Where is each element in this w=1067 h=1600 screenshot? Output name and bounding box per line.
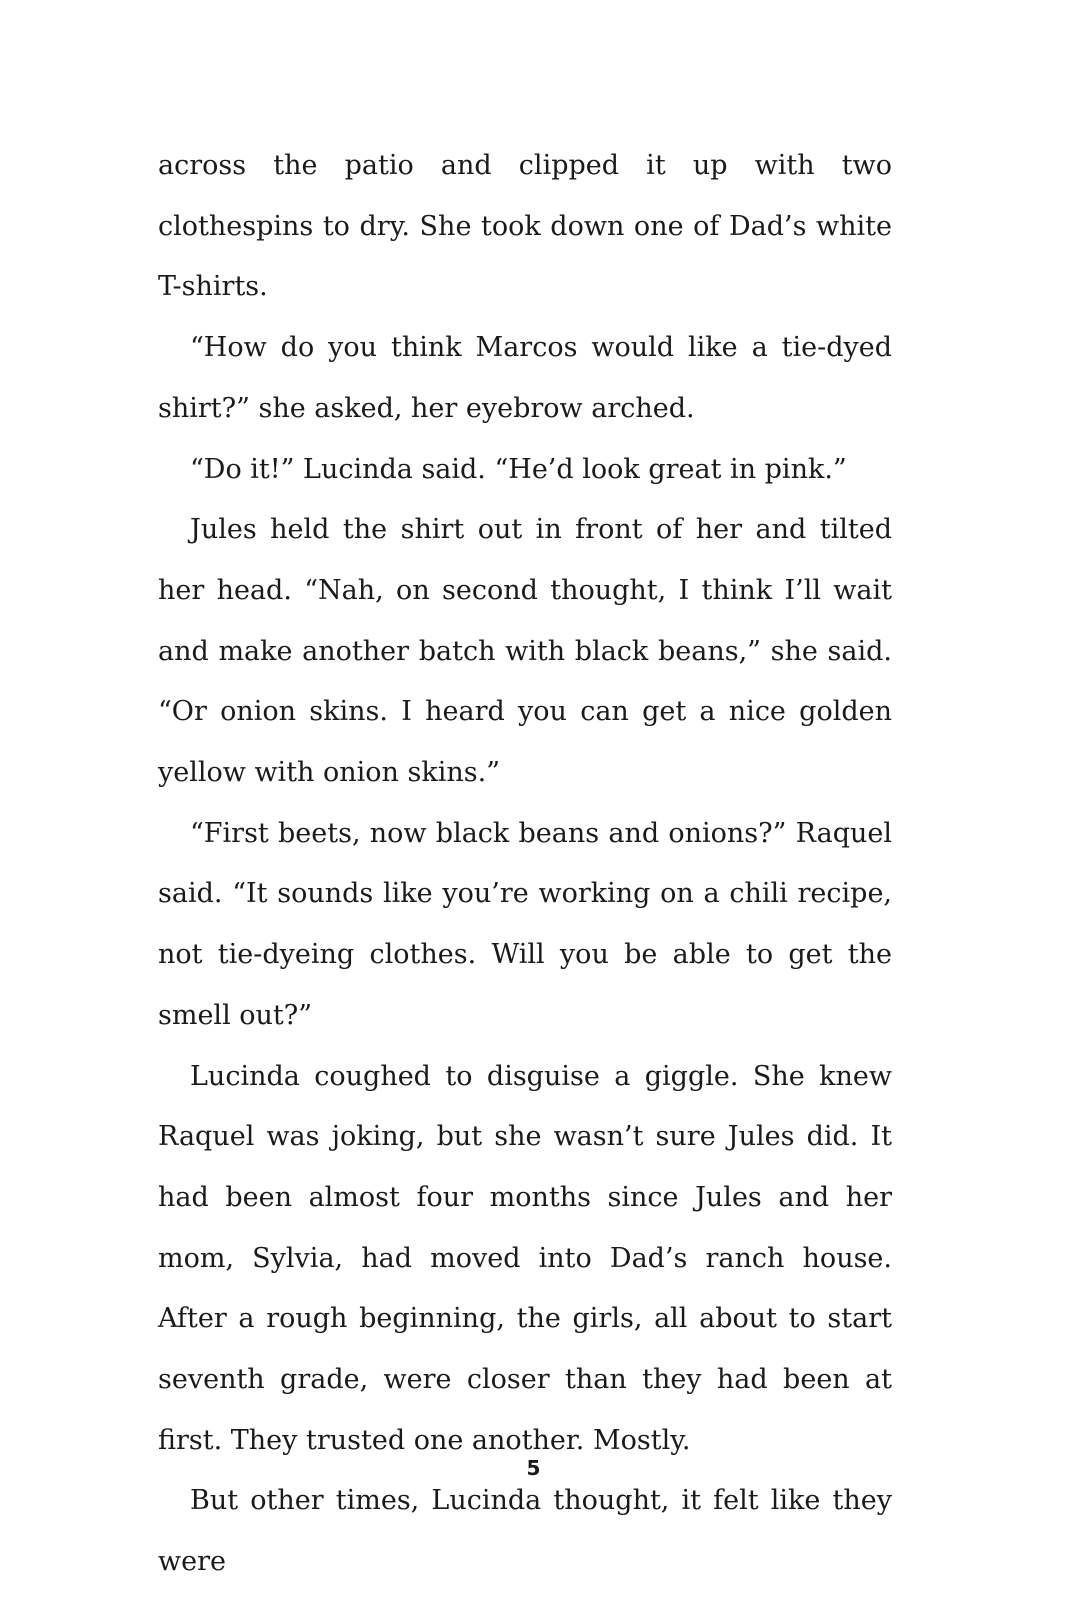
paragraph-tie-dye-question: “How do you think Marcos would like a tie-dyed shirt?” she asked, her eyebrow arched. [158,332,892,424]
paragraph-lucinda-giggle: Lucinda coughed to disguise a giggle. She knew Raquel was joking, but she wasn’t sure Jules did. It had been almost four months since Jules and her mom, Sylvia, had moved into Dad’s ranch house. After a rough beginning, the girls, all about to start seventh grade, were closer than they had been at first. They trusted one another. Mostly. [158,1060,892,1456]
paragraph-other-times: But other times, Lucinda thought, it felt like they were [158,1485,892,1578]
paragraph-raquel-chili: “First beets, now black beans and onions?” Raquel said. “It sounds like you’re working on a chili recipe, not tie-dyeing clothes. Will you be able to get the smell out?” [158,817,892,1031]
page-body [158,136,892,1593]
paragraph-jules-shirt: Jules held the shirt out in front of her and tilted her head. “Nah, on second thought, I think I’ll wait and make another batch with black beans,” she said. “Or onion skins. I heard you can get a nice golden yellow with onion skins.” [158,514,892,789]
paragraph-do-it: “Do it!” Lucinda said. “He’d look great in pink.” [190,453,847,485]
page-number: 5 [526,1456,541,1480]
paragraph-continuation: across the patio and clipped it up with two clothespins to dry. She took down one of Dad’s white T-shirts. [158,150,892,303]
